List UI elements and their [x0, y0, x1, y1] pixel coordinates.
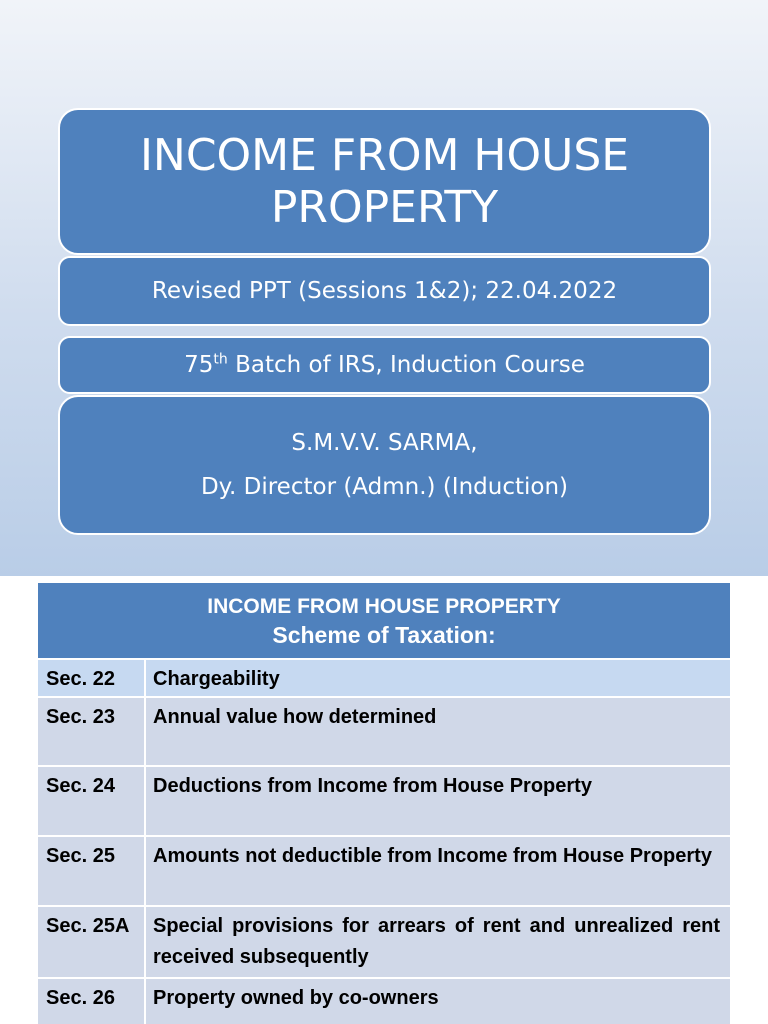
section-description: Annual value how determined	[153, 706, 437, 728]
batch-text	[184, 352, 585, 378]
section-number: Sec. 25A	[38, 907, 146, 977]
section-number: Sec. 24	[38, 767, 146, 835]
revised-text: Revised PPT (Sessions 1&2); 22.04.2022	[151, 278, 618, 304]
section-number: Sec. 25	[38, 837, 146, 905]
table-header	[38, 583, 730, 658]
author-name: S.M.V.V. SARMA,	[291, 430, 478, 456]
author-title: Dy. Director (Admn.) (Induction)	[200, 474, 569, 500]
title-box	[58, 108, 711, 255]
scheme-slide	[0, 576, 768, 1024]
batch-number: 75	[184, 352, 214, 378]
batch-rest: Batch of IRS, Induction Course	[227, 352, 585, 378]
section-description: Chargeability	[153, 668, 280, 690]
title-line-1: INCOME FROM HOUSE	[139, 129, 630, 181]
table-row	[38, 698, 730, 767]
table-header-line-1: INCOME FROM HOUSE PROPERTY	[207, 594, 561, 618]
table-header-line-2: Scheme of Taxation:	[272, 621, 496, 648]
table-row	[38, 837, 730, 907]
table-row	[38, 660, 730, 698]
section-description: Deductions from Income from House Property	[153, 775, 592, 797]
section-description: Amounts not deductible from Income from House Property	[153, 845, 712, 867]
table-row	[38, 979, 730, 1024]
section-number: Sec. 22	[38, 660, 146, 696]
author-box	[58, 395, 711, 535]
section-description: Special provisions for arrears of rent and unrealized rent received subsequently	[153, 915, 720, 968]
section-number: Sec. 26	[38, 979, 146, 1024]
revised-box	[58, 256, 711, 326]
section-table	[38, 660, 730, 1024]
batch-box	[58, 336, 711, 394]
title-line-2: PROPERTY	[270, 181, 499, 233]
section-description: Property owned by co-owners	[153, 987, 439, 1009]
table-row	[38, 767, 730, 837]
batch-superscript: th	[213, 351, 228, 368]
section-number: Sec. 23	[38, 698, 146, 765]
table-row	[38, 907, 730, 979]
